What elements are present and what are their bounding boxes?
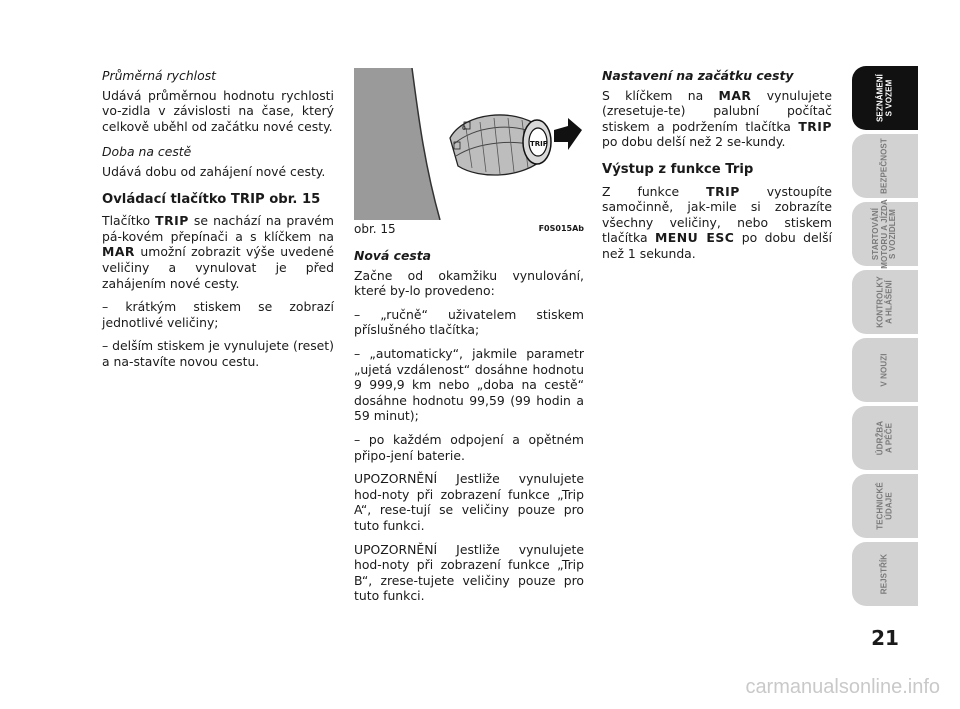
right-column: [602, 68, 832, 270]
tab-kontrolky[interactable]: KONTROLKY A HLÁŠENÍ: [852, 270, 918, 334]
trip-button-heading: Ovládací tlačítko TRIP obr. 15: [102, 191, 321, 207]
trip-paragraph-3: – delším stiskem je vynulujete (reset) a na-stavíte novou cestu.: [102, 338, 334, 369]
tab-technicke-udaje[interactable]: TECHNICKÉ ÚDAJE: [852, 474, 918, 538]
duration-title: Doba na cestě: [102, 144, 192, 160]
tab-startovani[interactable]: STARTOVÁNÍ MOTORU A JÍZDA S VOZIDLEM: [852, 202, 918, 266]
duration-text: Udává dobu od zahájení nové cesty.: [102, 163, 326, 179]
watermark: carmanualsonline.info: [745, 676, 940, 698]
start-title: Nastavení na začátku cesty: [602, 68, 794, 83]
svg-text:0: 0: [462, 125, 466, 132]
warning-trip-a: UPOZORNĚNÍ Jestliže vynulujete hod-noty při zobrazení funkce „Trip A“, rese-tují se veličiny pouze pro tuto funkci.: [354, 471, 584, 533]
tab-seznameni[interactable]: SEZNÁMENÍ S VOZEM: [852, 66, 918, 130]
section-tabs: [852, 66, 918, 610]
new-trip-title: Nová cesta: [354, 248, 432, 263]
exit-paragraph: Z funkce TRIP vystoupíte samočinně, jak-mile si zobrazíte všechny veličiny, nebo stiskem tlačítka MENU ESC po dobu delší než 1 sekunda.: [602, 183, 832, 261]
figure-label: obr. 15: [354, 222, 396, 236]
stalk-illustration: [354, 68, 584, 220]
figure-caption: [354, 222, 584, 236]
trip-button-label: TRIP: [530, 140, 548, 148]
trip-paragraph-1: Tlačítko TRIP se nachází na pravém pá-kovém přepínači a s klíčkem na MAR umožní zobrazit výše uvedené veličiny a vynulovat je před zahájením nové cesty.: [102, 213, 334, 291]
tab-udrzba[interactable]: ÚDRŽBA A PÉČE: [852, 406, 918, 470]
avg-speed-text: Udává průměrnou hodnotu rychlosti vo-zidla v závislosti na čase, který celkově uběhl od začátku nové cesty.: [102, 87, 334, 134]
middle-column: [354, 248, 584, 612]
start-paragraph: S klíčkem na MAR vynulujete (zresetuje-te) palubní počítač stiskem a podržením tlačítka TRIP po dobu delší než 2 se-kundy.: [602, 87, 832, 150]
exit-heading: Výstup z funkce Trip: [602, 161, 754, 177]
new-trip-p4: – po každém odpojení a opětném připo-jení baterie.: [354, 431, 584, 463]
new-trip-p3: – „automaticky“, jakmile parametr „ujetá vzdálenost“ dosáhne hodnotu 9 999,9 km nebo „doba na cestě“ dosáhne hodnotu 99,59 (99 hodin a 59 minut);: [354, 345, 584, 424]
warning-trip-b: UPOZORNĚNÍ Jestliže vynulujete hod-noty při zobrazení funkce „Trip B“, zrese-tujete veličiny pouze pro tuto funkci.: [354, 541, 584, 604]
new-trip-p1: Začne od okamžiku vynulování, které by-lo provedeno:: [354, 267, 584, 299]
avg-speed-title: Průměrná rychlost: [102, 68, 217, 83]
trip-paragraph-2: – krátkým stiskem se zobrazí jednotlivé veličiny;: [102, 299, 334, 330]
tab-rejstrik[interactable]: REJSTŘÍK: [852, 542, 918, 606]
tab-bezpecnost[interactable]: BEZPEČNOST: [852, 134, 918, 198]
page-number: 21: [871, 626, 899, 650]
figure-code: F0S015Ab: [538, 224, 584, 233]
left-column: [102, 68, 334, 378]
new-trip-p2: – „ručně“ uživatelem stiskem příslušného tlačítka;: [354, 306, 584, 338]
tab-v-nouzi[interactable]: V NOUZI: [852, 338, 918, 402]
stalk-figure: [354, 68, 584, 220]
